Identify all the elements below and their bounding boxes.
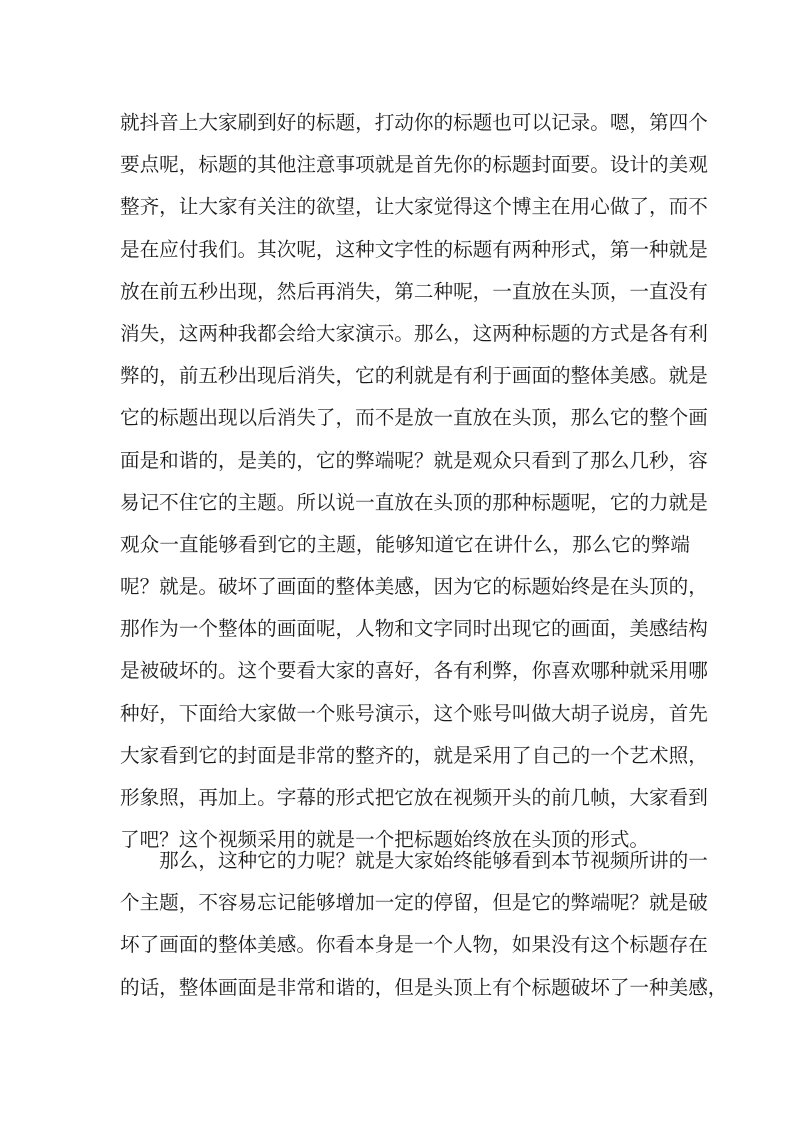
text-line: 大家看到它的封面是非常的整齐的，就是采用了自己的一个艺术照， [120, 743, 708, 767]
text-line: 是在应付我们。其次呢，这种文字性的标题有两种形式，第一种就是 [120, 237, 708, 261]
text-line: 要点呢，标题的其他注意事项就是首先你的标题封面要。设计的美观 [120, 153, 708, 177]
text-line: 形象照，再加上。字幕的形式把它放在视频开头的前几帧，大家看到 [120, 786, 708, 809]
text-line: 个主题，不容易忘记能够增加一定的停留，但是它的弊端呢？就是破 [120, 891, 708, 915]
text-line: 了吧？这个视频采用的就是一个把标题始终放在头顶的形式。 [120, 828, 650, 852]
text-line: 是被破坏的。这个要看大家的喜好，各有利弊，你喜欢哪种就采用哪 [120, 659, 708, 683]
text-line: 那作为一个整体的画面呢，人物和文字同时出现它的画面，美感结构 [120, 617, 708, 641]
text-line: 放在前五秒出现，然后再消失，第二种呢，一直放在头顶，一直没有 [120, 279, 708, 303]
text-line: 弊的，前五秒出现后消失，它的利就是有利于画面的整体美感。就是 [120, 364, 708, 388]
text-line: 坏了画面的整体美感。你看本身是一个人物，如果没有这个标题存在 [120, 933, 708, 957]
text-line: 观众一直能够看到它的主题，能够知道它在讲什么，那么它的弊端 [120, 532, 690, 556]
text-line: 它的标题出现以后消失了，而不是放一直放在头顶，那么它的整个画 [120, 406, 708, 430]
paragraph-1 [120, 102, 708, 861]
text-line: 那么，这种它的力呢？就是大家始终能够看到本节视频所讲的一 [120, 849, 708, 872]
text-line: 的话，整体画面是非常和谐的，但是头顶上有个标题破坏了一种美感， [120, 975, 728, 999]
text-line: 就抖音上大家刷到好的标题，打动你的标题也可以记录。嗯，第四个 [120, 111, 708, 134]
text-line: 种好，下面给大家做一个账号演示，这个账号叫做大胡子说房，首先 [120, 701, 708, 725]
paragraph-2 [120, 840, 728, 1009]
text-line: 呢？就是。破坏了画面的整体美感，因为它的标题始终是在头顶的， [120, 575, 708, 599]
text-line: 面是和谐的，是美的，它的弊端呢？就是观众只看到了那么几秒，容 [120, 448, 708, 472]
text-line: 整齐，让大家有关注的欲望，让大家觉得这个博主在用心做了，而不 [120, 195, 708, 219]
text-line: 消失，这两种我都会给大家演示。那么，这两种标题的方式是各有利 [120, 321, 708, 345]
text-line: 易记不住它的主题。所以说一直放在头顶的那种标题呢，它的力就是 [120, 490, 708, 514]
